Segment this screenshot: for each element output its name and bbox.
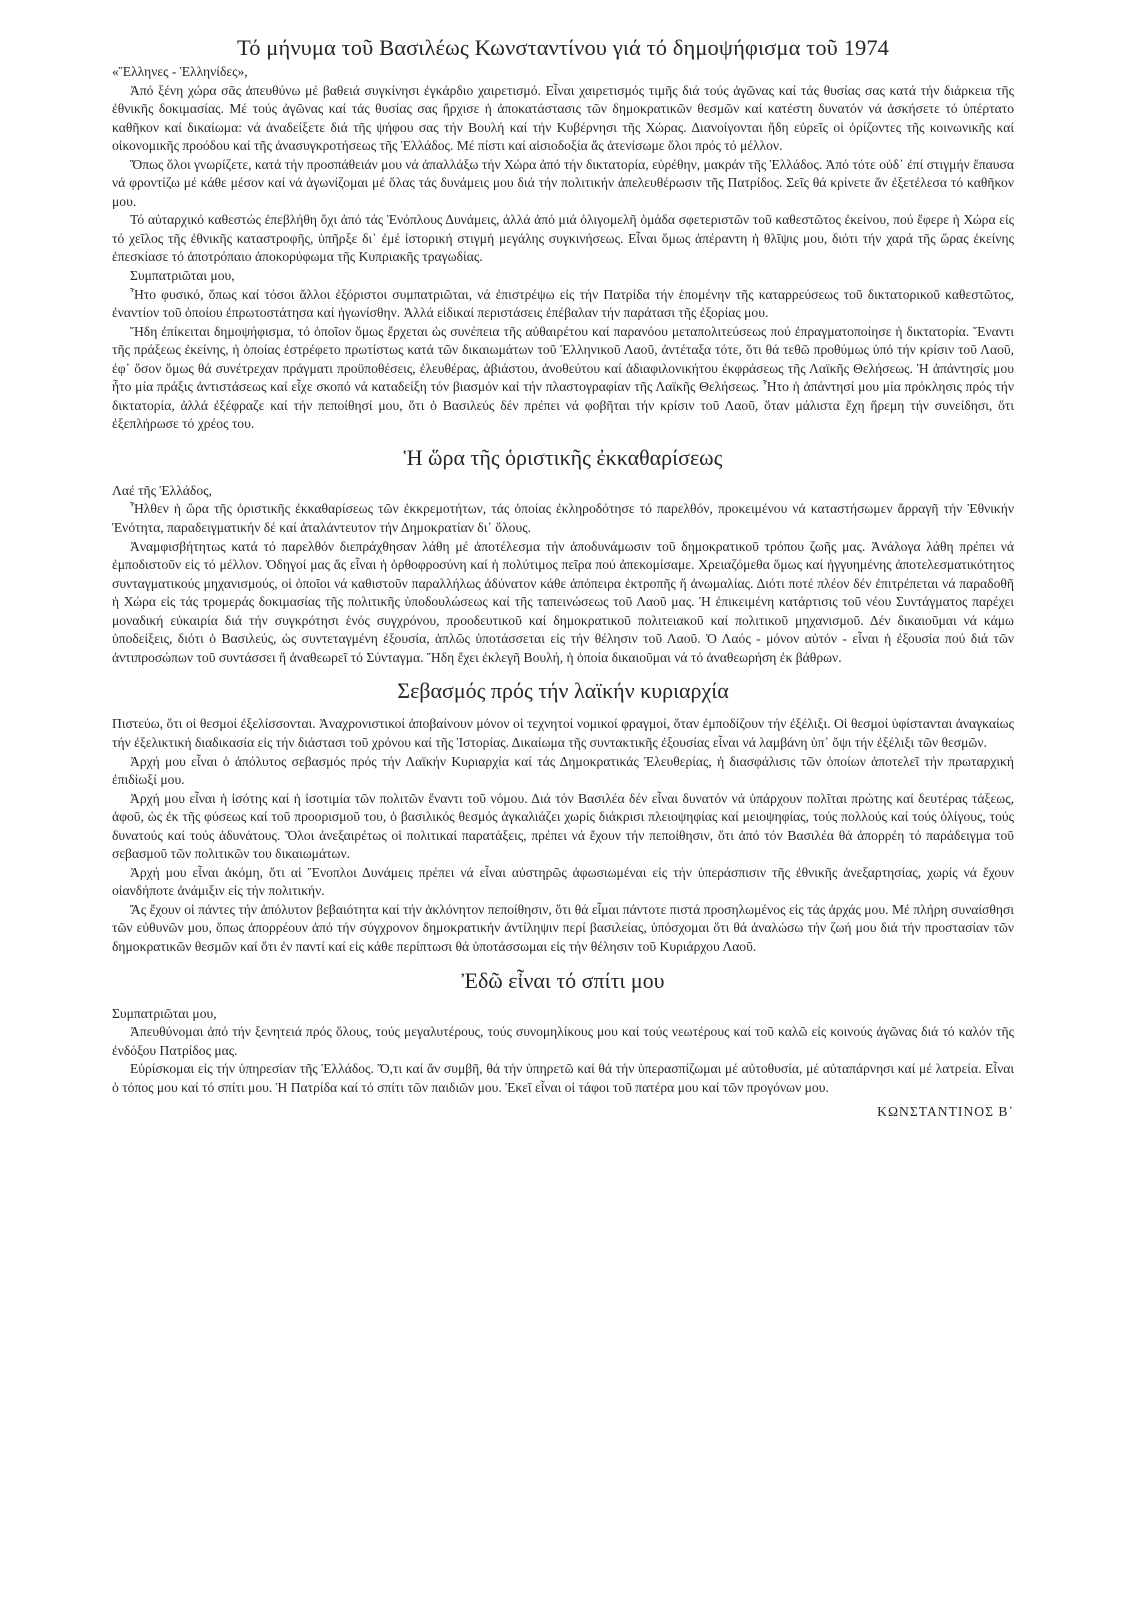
intro-paragraph: Τό αὐταρχικό καθεστώς ἐπεβλήθη ὄχι ἀπό τάς Ἐνόπλους Δυνάμεις, ἀλλά ἀπό μιά ὀλιγομελῆ ὁμάδα σφετεριστῶν τοῦ καθεστῶτος ἐκείνου, πού ἔφερε ἡ Χώρα εἰς τό χεῖλος τῆς ἐθνικῆς καταστροφῆς, ὑπῆρξε δι᾽ ἐμέ ἱστορική στιγμή μεγάλης συγκινήσεως. Εἶναι ὅμως ἀπέραντη ἡ θλῖψις μου, διότι τήν χαρά τῆς ὥρας ἐκείνης ἐπεσκίασε τό ἀποτρόπαιο ἀποκορύφωμα τῆς Κυπριακῆς τραγωδίας.	[112, 212, 1014, 265]
signature: ΚΩΝΣΤΑΝΤΙΝΟΣ Β᾽	[877, 1104, 1014, 1120]
section-paragraph: Ἀναμφισβήτητως κατά τό παρελθόν διεπράχθησαν λάθη μέ ἀποτέλεσμα τήν ἀποδυνάμωσιν τοῦ δημοκρατικοῦ τρόπου ζωῆς μας. Ἀνάλογα λάθη πρέπει νά ἐμποδιστοῦν εἰς τό μέλλον. Ὁδηγοί μας ἄς εἶναι ἡ ὀρθοφροσύνη καί ἡ πολύτιμος πεῖρα πού ἀπεκομίσαμε. Χρειαζόμεθα ὅμως καί ἠγγυημένης ἀποτελεσματικότητος συνταγματικούς μηχανισμούς, οἱ ὁποῖοι νά καθιστοῦν παραλλήλως ἀδύνατον κάθε ἀπόπειρα ἐκτροπῆς ἤ ἀνωμαλίας. Διότι ποτέ πλέον δέν ἐπιτρέπεται νά παραδοθῆ ἡ Χώρα εἰς τάς τρομεράς δοκιμασίας τῆς πολιτικῆς ὑποδουλώσεως καί τῆς ταπεινώσεως τοῦ Λαοῦ μας. Ἡ ἐπικειμένη κατάρτισις τοῦ νέου Συντάγματος παρέχει μοναδική εὐκαιρία διά τήν συγκρότησι ἑνός συγχρόνου, προοδευτικοῦ καί δημοκρατικοῦ πολιτειακοῦ καί πολιτικοῦ μηχανισμοῦ. Δέν δικαιοῦμαι νά κάμω ὑποδείξεις, διότι ὁ Βασιλεύς, ὡς συντεταγμένη ἐξουσία, ἁπλῶς ὑποτάσσεται εἰς τήν θέλησιν τοῦ Λαοῦ. Ὁ Λαός - μόνον αὐτόν - εἶναι ἡ ἐξουσία πού διά τῶν ἀντιπροσώπων τοῦ συντάσσει ἤ ἀναθεωρεῖ τό Σύνταγμα. Ἤδη ἔχει ἐκλεγῆ Βουλή, ἡ ὁποία δικαιοῦμαι νά τό ἀναθεωρήση ἐκ βάθρων.	[112, 538, 1014, 665]
section-paragraph: Ἦλθεν ἡ ὥρα τῆς ὁριστικῆς ἐκκαθαρίσεως τῶν ἐκκρεμοτήτων, τάς ὁποίας ἐκληροδότησε τό παρελθόν, προκειμένου νά καταστήσωμεν ἄρραγῆ τήν Ἐθνικήν Ἑνότητα, παραδειγματικήν δέ καί ἀταλάντευτον τήν Δημοκρατίαν δι᾽ ὅλους.	[112, 501, 1014, 536]
section-salutation: Λαέ τῆς Ἑλλάδος,	[112, 482, 212, 498]
section-definitive-settlement	[112, 482, 1014, 667]
intro-paragraph: Ἦτο φυσικό, ὅπως καί τόσοι ἄλλοι ἐξόριστοι συμπατριῶται, νά ἐπιστρέψω εἰς τήν Πατρίδα τήν ἑπομένην τῆς καταρρεύσεως τοῦ δικτατορικοῦ καθεστῶτος, ἐναντίον τοῦ ὁποίου ἐπρωτοστάτησα καί ἠγωνίσθην. Ἀλλά εἰδικαί περιστάσεις ἐπέβαλαν τήν παράτασι τῆς ἐξορίας μου.	[112, 286, 1014, 321]
section-salutation: Συμπατριῶται μου,	[112, 1005, 217, 1021]
section-heading: Ἡ ὥρα τῆς ὁριστικῆς ἐκκαθαρίσεως	[403, 444, 723, 470]
intro-paragraph: Ἀπό ξένη χώρα σᾶς ἀπευθύνω μέ βαθειά συγκίνησι ἐγκάρδιο χαιρετισμό. Εἶναι χαιρετισμός τιμῆς διά τούς ἀγῶνας καί τάς θυσίας σας κατά τήν διάρκεια τῆς ἐθνικῆς δοκιμασίας. Μέ τούς ἀγῶνας καί τάς θυσίας σας ἤρχισε ἡ ἀποκατάστασις τῶν δημοκρατικῶν θεσμῶν καί κατέστη δυνατόν νά ἀσκήσετε τό ὑπέρτατο καθῆκον καί δικαίωμα: νά ἀναδείξετε διά τῆς ψήφου σας τήν Βουλή καί τήν Κυβέρνησι τῆς Χώρας. Διανοίγονται ἤδη εὐρεῖς οἱ ὁρίζοντες τῆς κοινωνικῆς καί οἰκονομικῆς προόδου καί τῆς ἀνασυγκροτήσεως τῆς Ἑλλάδος. Μέ πίστι καί αἰσιοδοξία ἄς ἀτενίσωμε ὅλοι πρός τό μέλλον.	[112, 82, 1014, 154]
section-heading: Σεβασμός πρός τήν λαϊκήν κυριαρχία	[397, 678, 729, 704]
section-paragraph: Ἀπευθύνομαι ἀπό τήν ξενητειά πρός ὅλους, τούς μεγαλυτέρους, τούς συνομηλίκους μου καί τούς νεωτέρους καί τοῦ καλῶ εἰς κοινούς ἀγῶνας διά τό καλόν τῆς ἐνδόξου Πατρίδος μας.	[112, 1024, 1014, 1058]
section-paragraph: Ἄς ἔχουν οἱ πάντες τήν ἀπόλυτον βεβαιότητα καί τήν ἀκλόνητον πεποίθησιν, ὅτι θά εἶμαι πάντοτε πιστά προσηλωμένος εἰς τάς ἀρχάς μου. Μέ πλήρη συναίσθησι τῶν εὐθυνῶν μου, ὅπως ἀπορρέουν ἀπό τήν σύγχρονον δημοκρατικήν ἀντίληψιν περί βασιλείας, ὑπόσχομαι ὅτι θά ἀναλώσω τήν ζωή μου διά τήν προστασίαν τῶν δημοκρατικῶν θεσμῶν καί ὅτι ἐν παντί καί εἰς κάθε περίπτωσι θά ὑποτάσσωμαι εἰς τήν θέλησιν τοῦ Κυριάρχου Λαοῦ.	[112, 901, 1014, 954]
section-paragraph: Εὑρίσκομαι εἰς τήν ὑπηρεσίαν τῆς Ἑλλάδος. Ὅ,τι καί ἄν συμβῆ, θά τήν ὑπηρετῶ καί θά τήν ὑπερασπίζωμαι μέ αὐτοθυσία, μέ αὐταπάρνησι καί μέ λατρεία. Εἶναι ὁ τόπος μου καί τό σπίτι μου. Ἡ Πατρίδα καί τό σπίτι τῶν παιδιῶν μου. Ἐκεῖ εἶναι οἱ τάφοι τοῦ πατέρα μου καί τῶν προγόνων μου.	[112, 1061, 1014, 1095]
document-title: Τό μήνυμα τοῦ Βασιλέως Κωνσταντίνου γιά τό δημοψήφισμα τοῦ 1974	[236, 35, 890, 60]
section-heading: Ἐδῶ εἶναι τό σπίτι μου	[461, 967, 665, 993]
section-home	[112, 1005, 1014, 1122]
intro-paragraph: Ὅπως ὅλοι γνωρίζετε, κατά τήν προσπάθειάν μου νά ἀπαλλάξω τήν Χώρα ἀπό τήν δικτατορία, εὑρέθην, μακράν τῆς Ἑλλάδος. Ἀπό τότε οὐδ᾽ ἐπί στιγμήν ἔπαυσα νά φροντίζω μέ κάθε μέσον καί νά ἀγωνίζομαι μέ ὅλας τάς δυνάμεις μου διά τήν πολιτικήν ἀπελευθέρωσιν τῆς Πατρίδος. Σεῖς θά κρίνετε ἄν ἐξετέλεσα τό καθῆκον μου.	[112, 156, 1014, 209]
section-paragraph: Πιστεύω, ὅτι οἱ θεσμοί ἐξελίσσονται. Ἀναχρονιστικοί ἀποβαίνουν μόνον οἱ τεχνητοί νομικοί φραγμοί, ὅταν ἐμποδίζουν τήν ἐξέλιξι. Οἱ θεσμοί ὑφίστανται ἀναγκαίως τήν ἐξελικτική διαδικασία εἰς τήν διάστασι τοῦ χρόνου καί τῆς Ἱστορίας. Δικαίωμα τῆς συντακτικῆς ἐξουσίας εἶναι νά λαμβάνη ὑπ᾽ ὄψι τήν ἐξέλιξι τῶν θεσμῶν.	[112, 716, 1014, 750]
intro-section	[112, 63, 1014, 434]
intro-salutation-2: Συμπατριῶται μου,	[130, 268, 235, 284]
section-paragraph: Ἀρχή μου εἶναι ἀκόμη, ὅτι αἱ Ἔνοπλοι Δυνάμεις πρέπει νά εἶναι αὐστηρῶς ἀφωσιωμέναι εἰς τήν ὑπεράσπισιν τῆς ἐθνικῆς ἀνεξαρτησίας, χωρίς νά ἔχουν οἱανδήποτε ἀνάμιξιν εἰς τήν πολιτικήν.	[112, 864, 1014, 899]
section-paragraph: Ἀρχή μου εἶναι ὁ ἀπόλυτος σεβασμός πρός τήν Λαϊκήν Κυριαρχία καί τάς Δημοκρατικάς Ἐλευθερίας, ἡ διασφάλισις τῶν ὁποίων ἀποτελεῖ τήν πρωταρχική ἐπιδίωξί μου.	[112, 753, 1014, 788]
intro-salutation: «Ἕλληνες - Ἑλληνίδες»,	[112, 64, 248, 79]
section-paragraph: Ἀρχή μου εἶναι ἡ ἰσότης καί ἡ ἰσοτιμία τῶν πολιτῶν ἔναντι τοῦ νόμου. Διά τόν Βασιλέα δέν εἶναι δυνατόν νά ὑπάρχουν πολῖται πρώτης καί δευτέρας τάξεως, ἀφοῦ, ὡς ἐκ τῆς φύσεως καί τοῦ προορισμοῦ του, ὁ βασιλικός θεσμός ἀγκαλιάζει χωρίς διάκρισι πλειοψηφίας καί μειοψηφίας, τούς πολλούς καί τούς ὀλίγους, τούς δυνατούς καί τούς ἀδυνάτους. Ὅλοι ἀνεξαιρέτως οἱ πολιτικαί παρατάξεις, πρέπει νά ἔχουν τήν πεποίθησιν, ὅτι ἀπό τόν Βασιλέα θά ἀπορρέη τό παράδειγμα τοῦ σεβασμοῦ τῶν πολιτικῶν του δικαιωμάτων.	[112, 790, 1014, 862]
intro-paragraph: Ἤδη ἐπίκειται δημοψήφισμα, τό ὁποῖον ὅμως ἔρχεται ὡς συνέπεια τῆς αὐθαιρέτου καί παρανόου μεταπολιτεύσεως πού ἐπραγματοποίησε ἡ δικτατορία. Ἔναντι τῆς πράξεως ἐκείνης, ἡ ὁποίας ἐστρέφετο πρωτίστως κατά τῶν δικαιωμάτων τοῦ Ἑλληνικοῦ Λαοῦ, ἀντέταξα τότε, ὅτι θά τεθῶ προθύμως ὑπό τήν κρίσιν τοῦ Λαοῦ, ἐφ᾽ ὅσον ὅμως θά συνέτρεχαν πράγματι προϋποθέσεις, ἐλευθέρας, ἀβιάστου, ἀνοθεύτου καί ἀδιαφιλονικήτου ἐκφράσεως τῆς Λαϊκῆς Θελήσεως. Ἡ ἀπάντησίς μου ἦτο μία πράξις ἀντιστάσεως καί εἶχε σκοπό νά καταδείξη τόν βιασμόν καί τήν πλαστογραφίαν τῆς Λαϊκῆς Θελήσεως. Ἦτο ἡ ἀπάντησί μου μία πρόκλησις πρός τήν δικτατορία, ἀλλά ἐξέφραζε καί τήν πεποίθησί μου, ὅτι ὁ Βασιλεύς δέν πρέπει νά φοβῆται τήν κρίσιν τοῦ Λαοῦ, ὅταν μάλιστα ἔχη ἥρεμη τήν συνείδησι, ὅτι ἐξεπλήρωσε τό χρέος του.	[112, 323, 1014, 432]
section-popular-sovereignty	[112, 715, 1014, 956]
